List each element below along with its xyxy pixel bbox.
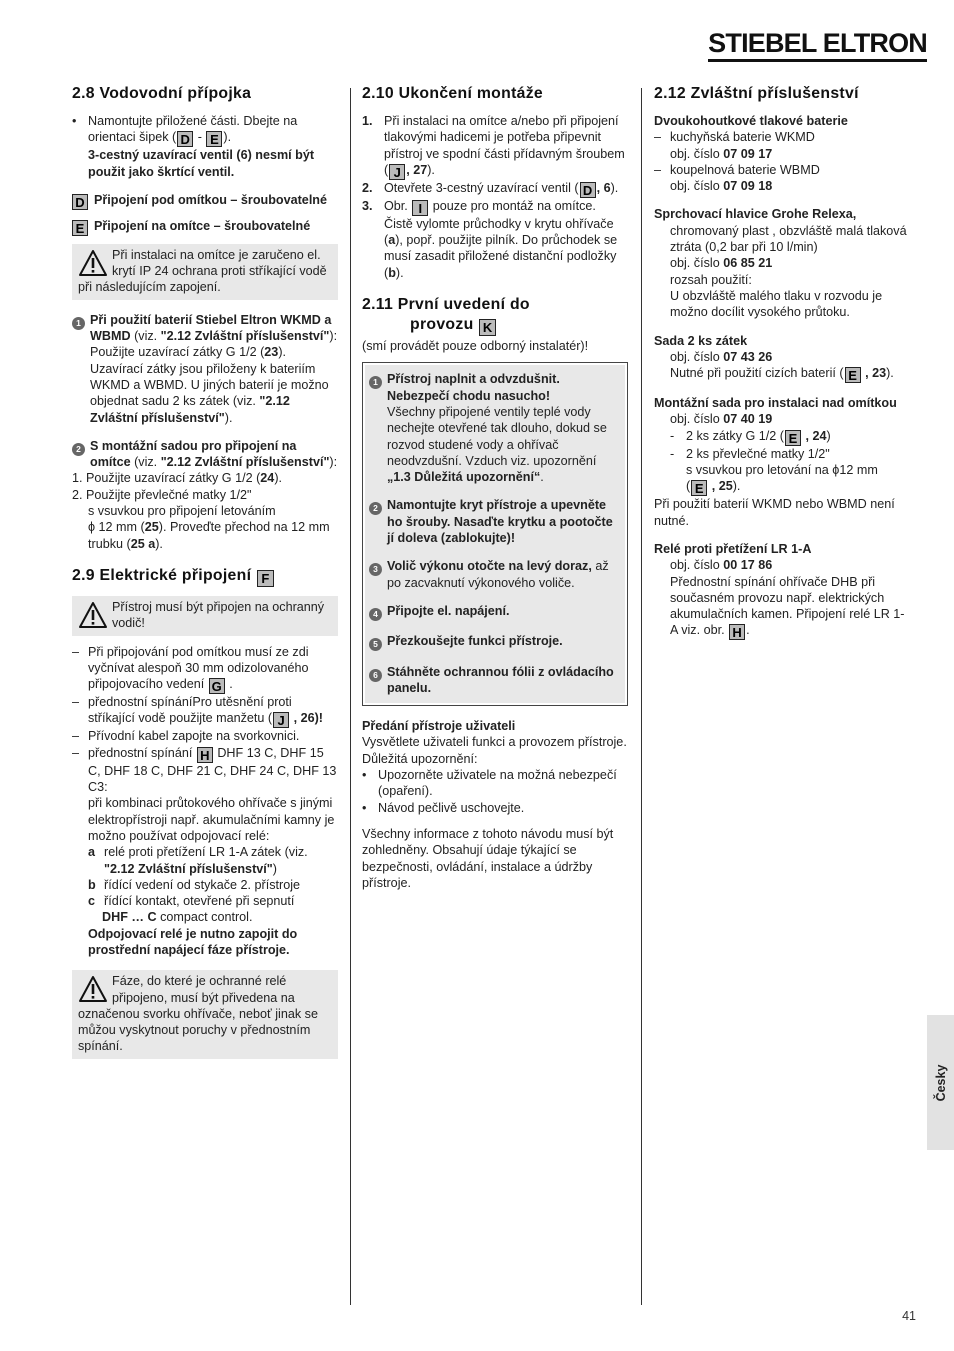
list-item: • Návod pečlivě uschovejte. [362, 800, 525, 815]
warning-icon [78, 975, 108, 1003]
warning-icon [78, 601, 108, 629]
figure-label: E [206, 131, 222, 147]
list-item: 2. Otevřete 3-cestný uzavírací ventil ( D , 6). [362, 180, 619, 198]
column-3: 2.12 Zvláštní příslušenství Dvoukohoutkové tlakové baterie – kuchyňská baterie WKMD obj. číslo 07 09 17 – koupelnová baterie WBMD obj. číslo 07 09 18 Sprchovací hlavice Grohe Relexa, chromovaný plast , obzvláště malá tlaková ztráta (0,2 bar při 10 l/min) obj. číslo 06 85 21 rozsah použití: U obzvláště malého tlaku v rozvodu je možno docílit vysokého průtoku. Sada 2 ks zátek obj. číslo 07 43 26 Nutné při použití cizích baterií ( E , 23). Montážní sada pro instalaci nad omítkou obj. číslo 07 40 19 - 2 ks zátky G 1/2 ( E , 24) - 2 ks převlečné matky 1/2" s vsuvkou pro letování na ϕ12 mm ( E , 25). Při použití baterií WKMD nebo WBMD není nutné. Relé proti přetížení LR 1-A obj. číslo 00 17 86 Přednostní spínání ohřívače DHB při současném provozu např. elektrických akumulačních kamen. Připojení relé LR 1-A viz. obr. H . [654, 82, 912, 640]
section-heading-2-12: 2.12 Zvláštní příslušenství [654, 85, 859, 102]
numbered-item-2: 2 Namontujte kryt přístroje a upevněte ho šrouby. Nasaďte krytku a pootočte jí doleva (zablokujte)! [369, 497, 617, 546]
step-number-icon: 2 [72, 443, 85, 456]
numbered-item-6: 6 Stáhněte ochrannou fólii z ovládacího panelu. [369, 664, 617, 697]
column-2: 2.10 Ukončení montáže 1. Při instalaci na omítce a/nebo při připojení tlakovými hadicemi je potřeba připevnit přístroj ve spodní části přídavným šroubem ( J , 27). 2. Otevřete 3-cestný uzavírací ventil ( D , 6). 3. Obr. I pouze pro montáž na omítce. Čistě vylomte průchodky v krytu ohřívače (a), popř. použijte pilník. Do průchodek se musí zasadit přiložené distanční podložky (b). 2.11 První uvedení do provozu K (smí provádět pouze odborný instalatér)! 1 Přístroj naplnit a odvzdušnit. Nebezpečí chodu nasucho! Všechny připojené ventily teplé vody nechejte otevřené tak dlouho, dokud se rozvod studené vody a ohřívač neodvzdušní. Vzduch viz. upozornění „1.3 Důležitá upozornění“. 2 Namontujte kryt přístroje a upevněte ho šrouby. Nasaďte krytku a pootočte jí doleva (zablokujte)! 3 Volič výkonu otočte na levý doraz, až po zacvaknutí výkonového voliče. 4 Připojte el. napájení. 5 Přezkoušejte funkci přístroje. 6 Stáhněte ochrannou fólii z ovládacího panelu. Předání přístroje uživateli Vysvětlete uživateli funkci a provozem přístroje. Důležitá upozornění: • Upozorněte uživatele na možná nebezpečí (opaření). • Návod pečlivě uschovejte. Všechny informace z tohoto návodu musí být zohledněny. Obsahují údaje týkající se bezpečnosti, ovládání, instalace a údržby přístroje. [362, 85, 627, 890]
figure-label: I [412, 200, 428, 216]
page-number: 41 [902, 1309, 916, 1323]
column-1 [72, 82, 338, 1067]
accessory-title: Dvoukohoutkové tlakové baterie [654, 114, 848, 128]
numbered-item-4: 4 Připojte el. napájení. [369, 603, 617, 621]
figure-label: F [257, 570, 274, 587]
list-item: – přednostní spínání H DHF 13 C, DHF 15 C, DHF 18 C, DHF 21 C, DHF 24 C, DHF 13 C3: při kombinaci průtokového ohřívače s jinými elektropřístroji např. akumulačními kamny je možno používat odpojovací relé: a relé proti přetížení LR 1-A zátek (viz. "2.12 Zvláštní příslušenství") b řídící vedení od stykače 2. přístroje c řídící kontakt, otevřené při sepnutí DHF … C compact control. Odpojovací relé je nutno zapojit do prostřední napájecí fáze přístroje. [72, 745, 337, 957]
final-note: Všechny informace z tohoto návodu musí být zohledněny. Obsahují údaje týkající se bezpečnosti, ovládání, instalace a údržby přístroje. [362, 826, 614, 890]
legend-item-d: D Připojení pod omítkou – šroubovatelné [72, 192, 338, 210]
figure-label: J [389, 164, 405, 180]
figure-label: D [177, 131, 193, 147]
step-number-icon: 6 [369, 669, 382, 682]
numbered-item-1: 1 Při použití baterií Stiebel Eltron WKMD a WBMD (viz. "2.12 Zvláštní příslušenství"): Použijte uzavírací zátky G 1/2 (23). Uzavírací zátky jsou přiloženy k bateriím WKMD a WBMD. U jiných baterií je možno objednat sadu 2 ks zátek (viz. "2.12 Zvláštní příslušenství"). [72, 312, 338, 426]
list-item: 3. Obr. I pouze pro montáž na omítce. Čistě vylomte průchodky v krytu ohřívače (a), popř. použijte pilník. Do průchodek se musí zasadit přiložené distanční podložky (b). [362, 198, 618, 280]
brand-logo: STIEBEL ELTRON [708, 28, 927, 62]
figure-label: G [209, 678, 225, 694]
warning-icon [78, 249, 108, 277]
accessory-title: Montážní sada pro instalaci nad omítkou [654, 396, 897, 411]
figure-label: K [479, 319, 496, 336]
list-item: • Upozorněte uživatele na možná nebezpečí (opaření). [362, 768, 617, 799]
numbered-item-3: 3 Volič výkonu otočte na levý doraz, až po zacvaknutí výkonového voliče. [369, 558, 617, 591]
section-heading-2-8: 2.8 Vodovodní přípojka [72, 85, 252, 102]
figure-label: E [785, 430, 801, 446]
list-item: – kuchyňská baterie WKMD [654, 130, 815, 145]
numbered-item-2: 2 S montážní sadou pro připojení na omítce (viz. "2.12 Zvláštní příslušenství"): [72, 438, 338, 471]
warning-box: Přístroj musí být připojen na ochranný vodič! [72, 596, 338, 636]
list-item: - 2 ks zátky G 1/2 ( E , 24) [670, 428, 831, 446]
commissioning-steps-box [362, 362, 628, 706]
figure-label: E [72, 220, 88, 236]
list-item: – přednostní spínáníPro utěsnění proti stříkající vodě použijte manžetu ( J , 26)! [72, 695, 323, 729]
numbered-item-5: 5 Přezkoušejte funkci přístroje. [369, 633, 617, 651]
sub-step: 1. Použijte uzavírací zátky G 1/2 (24). [72, 471, 283, 486]
column-divider [350, 88, 351, 1305]
list-item: - 2 ks převlečné matky 1/2" s vsuvkou pro letování na ϕ12 mm ( E , 25). [670, 446, 878, 497]
list-item: – Při připojování pod omítkou musí ze zdi vyčnívat alespoň 30 mm odizolovaného připojovacího vedení G . [72, 644, 309, 695]
figure-label: H [729, 624, 745, 640]
figure-label: D [580, 182, 596, 198]
figure-label: E [691, 480, 707, 496]
warning-box: Fáze, do které je ochranné relé připojeno, musí být přivedena na označenou svorku ohřívače, neboť jinak se můžou vyskytnout poruchy v přednostním spínání. [72, 970, 338, 1058]
accessory-title: Sprchovací hlavice Grohe Relexa, [654, 207, 857, 222]
step-number-icon: 1 [72, 317, 85, 330]
language-tab: Česky [927, 1015, 954, 1150]
column-divider [641, 88, 642, 1305]
section-heading-2-10: 2.10 Ukončení montáže [362, 85, 543, 102]
figure-label: H [197, 747, 213, 763]
step-number-icon: 4 [369, 608, 382, 621]
accessory-title: Sada 2 ks zátek [654, 333, 748, 348]
sub-step: s vsuvkou pro připojení letováním [88, 504, 276, 519]
section-note: (smí provádět pouze odborný instalatér)! [362, 339, 589, 354]
accessory-title: Relé proti přetížení LR 1-A [654, 541, 812, 556]
numbered-item-1: 1 Přístroj naplnit a odvzdušnit. Nebezpečí chodu nasucho! Všechny připojené ventily teplé vody nechejte otevřené tak dlouho, dokud se rozvod studené vody a ohřívač neodvzdušní. Vzduch viz. upozornění „1.3 Důležitá upozornění“. [369, 371, 617, 485]
sub-step: 2. Použijte převlečné matky 1/2" [72, 487, 252, 502]
warning-box: Při instalaci na omítce je zaručeno el. krytí IP 24 ochrana proti stříkající vodě při následujícím zapojení. [72, 244, 338, 300]
section-heading-2-11: 2.11 První uvedení do provozu K [362, 296, 530, 336]
step-number-icon: 2 [369, 502, 382, 515]
list-item: 1. Při instalaci na omítce a/nebo při připojení tlakovými hadicemi je potřeba připevnit přístroj ve spodní části přídavným šroubem ( J , 27). [362, 114, 625, 180]
list-item: – koupelnová baterie WBMD [654, 162, 820, 177]
step-number-icon: 5 [369, 638, 382, 651]
step-number-icon: 3 [369, 563, 382, 576]
step-number-icon: 1 [369, 376, 382, 389]
figure-label: J [273, 712, 289, 728]
list-item: – Přívodní kabel zapojte na svorkovnici. [72, 729, 300, 744]
legend-item-e: E Připojení na omítce – šroubovatelné [72, 218, 338, 236]
section-heading-2-9: 2.9 Elektrické připojení F [72, 566, 338, 587]
figure-label: E [845, 367, 861, 383]
handover-title: Předání přístroje uživateli [362, 719, 516, 734]
list-item: • Namontujte přiložené části. Dbejte na orientaci šipek ( D - E ). 3-cestný uzavírací ventil (6) nesmí být použit jako škrtící ventil. [72, 114, 315, 179]
sub-step: ϕ 12 mm (25). Proveďte přechod na 12 mm trubku (25 a). [88, 520, 330, 551]
figure-label: D [72, 194, 88, 210]
